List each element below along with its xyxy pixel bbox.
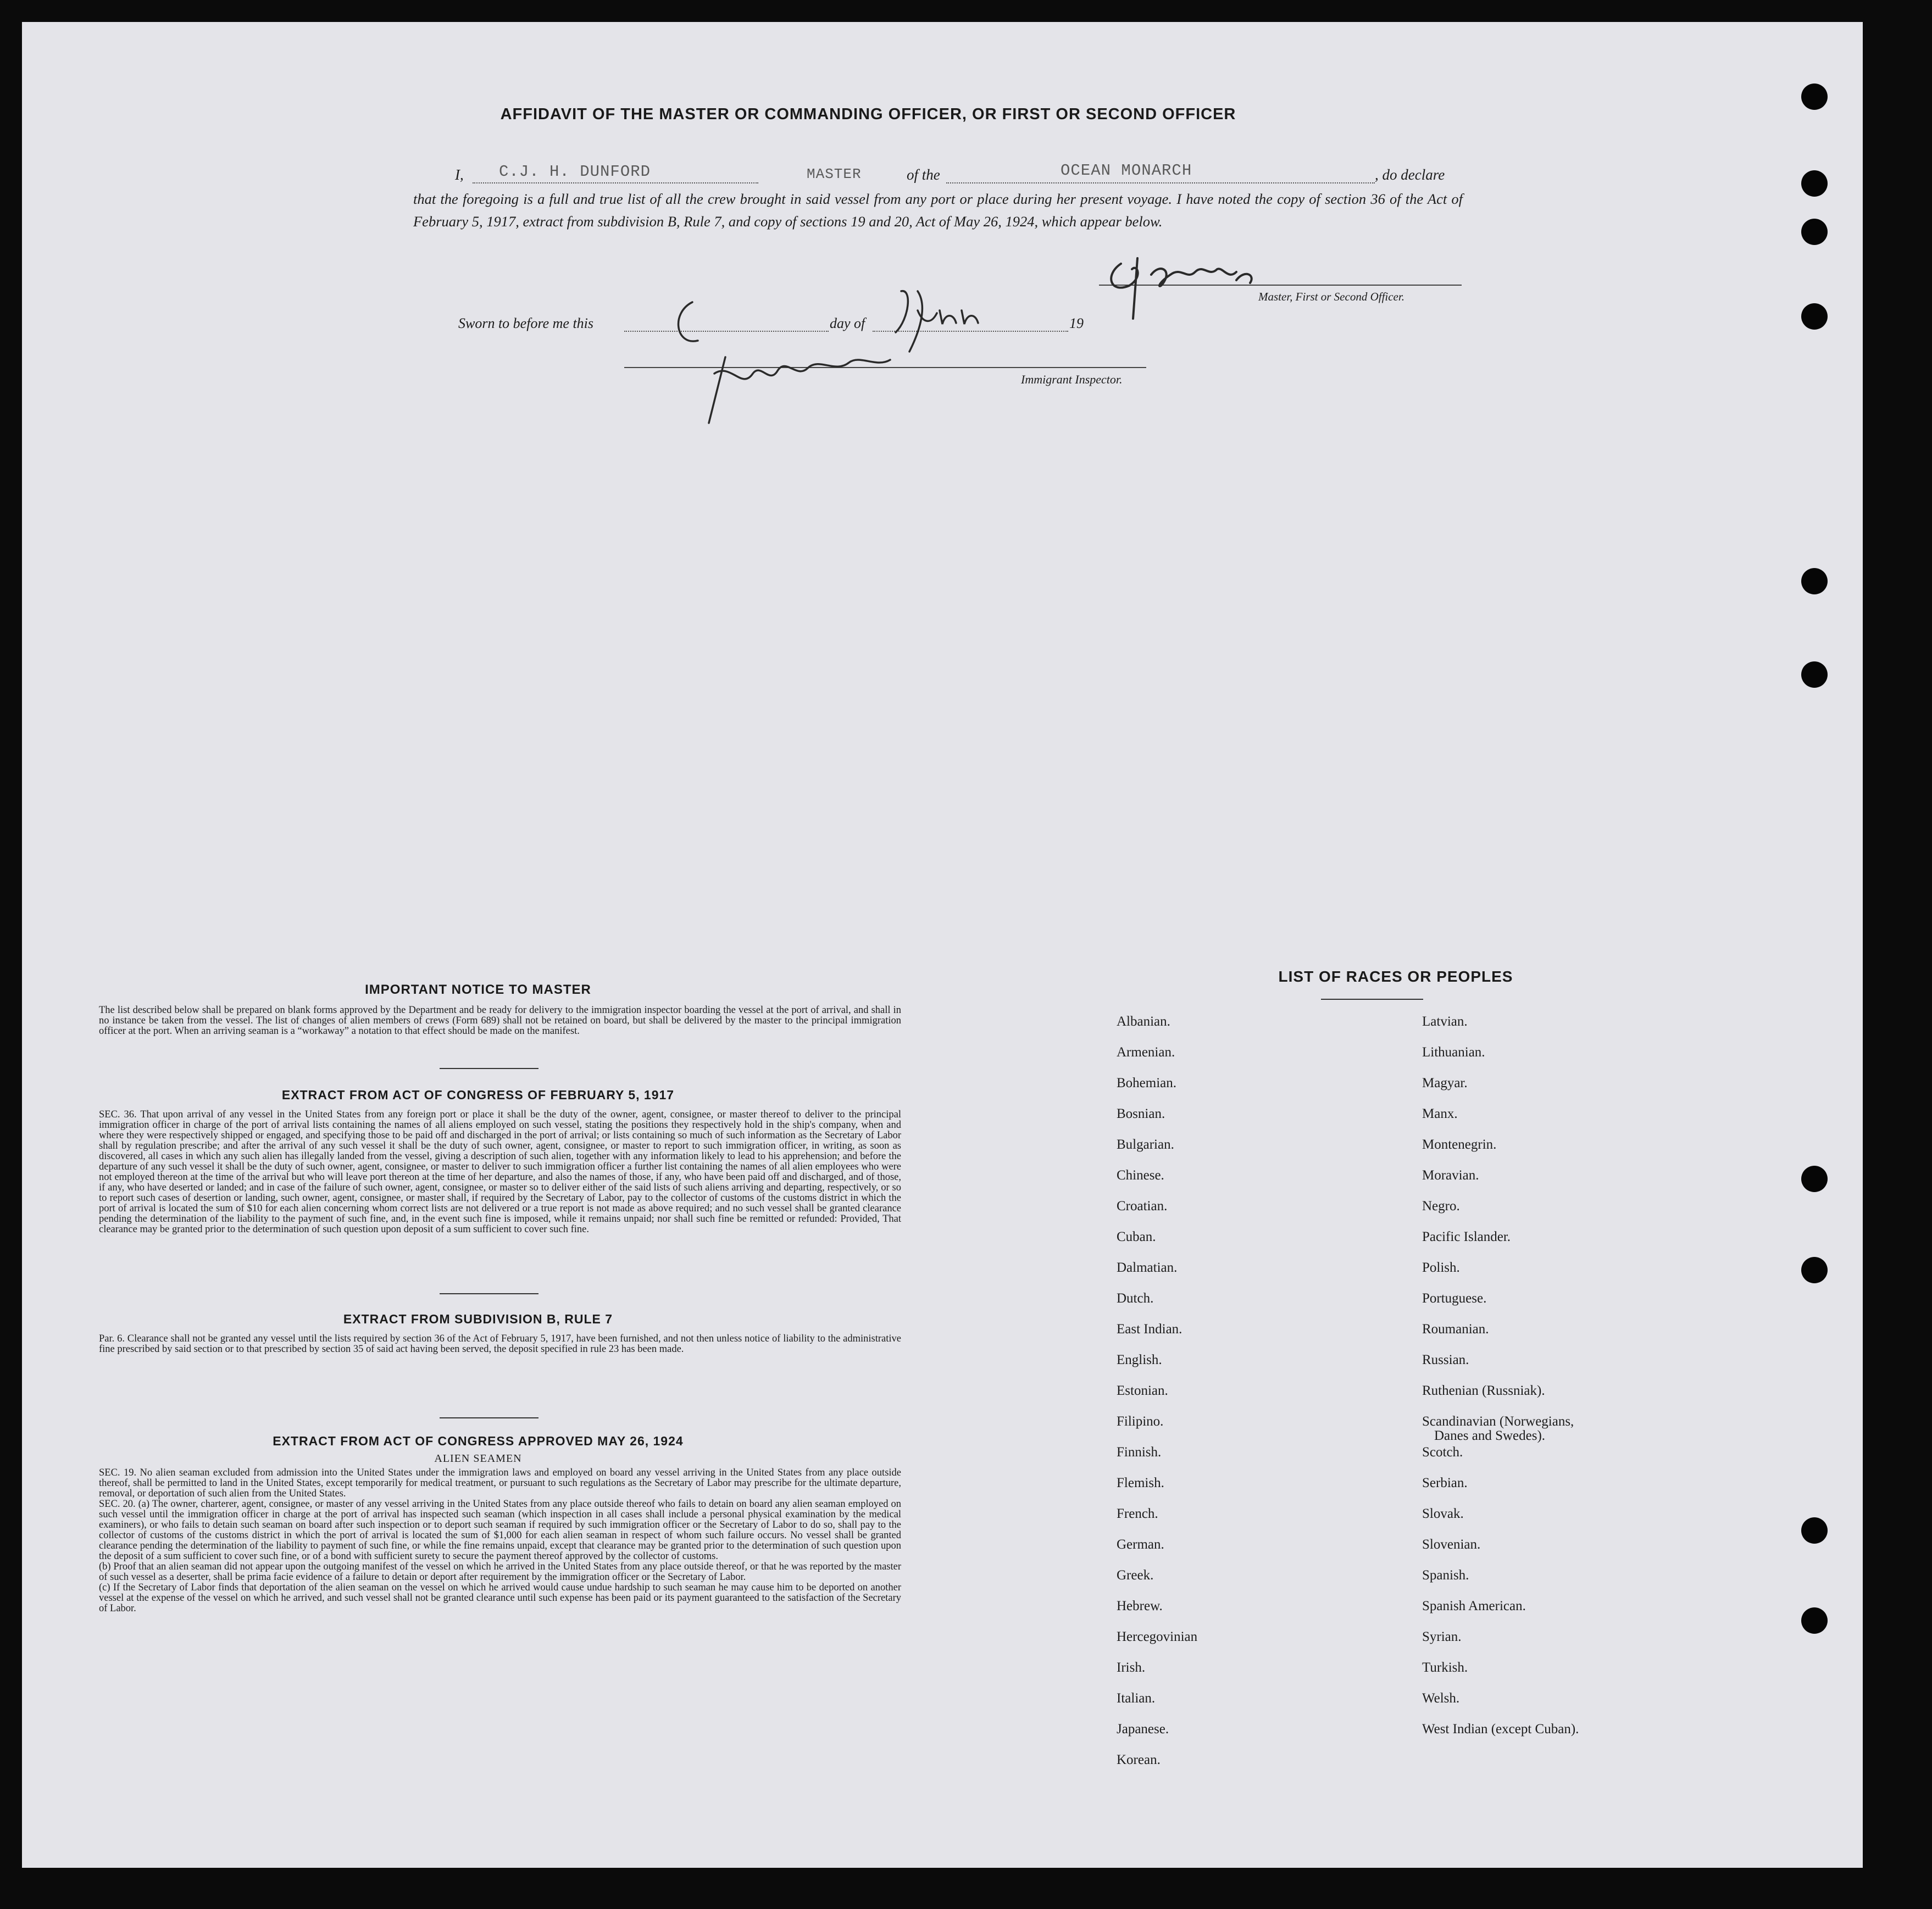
extract-1917-title: EXTRACT FROM ACT OF CONGRESS OF FEBRUARY 5, 1917	[281, 1088, 675, 1102]
race-item: Estonian.	[1117, 1383, 1168, 1398]
year-prefix: 19	[1069, 315, 1084, 331]
notice-text: The list described below shall be prepared on blank forms approved by the Department and be ready for delivery to the immigration inspector boarding the vessel at the port of arrival, and shall in no instance be taken from the vessel. The list of changes of alien members of crews (Form 689) shall not be retained on board, but shall be delivered by the master to the principal immigration officer at the port. When an arriving seaman is a “workaway” a notation to that effect should be made on the manifest.	[99, 1005, 901, 1037]
notice-title: IMPORTANT NOTICE TO MASTER	[365, 982, 591, 997]
punch-hole	[1801, 219, 1828, 245]
vessel-name: OCEAN MONARCH	[1061, 162, 1192, 180]
extract-rule7-title: EXTRACT FROM SUBDIVISION B, RULE 7	[343, 1312, 613, 1326]
race-item: Korean.	[1117, 1752, 1161, 1767]
punch-hole	[1801, 170, 1828, 197]
affidavit-title: AFFIDAVIT OF THE MASTER OR COMMANDING OFFICER, OR FIRST OR SECOND OFFICER	[500, 105, 1236, 123]
master-signature	[1099, 242, 1275, 330]
race-item: Scandinavian (Norwegians,	[1422, 1414, 1574, 1429]
extract-1924-sec20b: (b) Proof that an alien seaman did not appear upon the outgoing manifest of the vessel on which he arrived in the United States from any place outside thereof, or that he was reported by the master of such vessel as a deserter, shall be prima facie evidence of a failure to detain or deport after requirement by the immigration officer or the Secretary of Labor.	[99, 1561, 901, 1583]
punch-hole	[1801, 303, 1828, 330]
race-item: Russian.	[1422, 1353, 1469, 1367]
race-item: Slovak.	[1422, 1506, 1464, 1521]
race-item: Magyar.	[1422, 1076, 1468, 1090]
race-item: Japanese.	[1117, 1722, 1169, 1737]
race-item: Albanian.	[1117, 1014, 1170, 1029]
do-declare-label: , do declare	[1375, 166, 1445, 183]
punch-hole	[1801, 1257, 1828, 1283]
affidavit-body: that the foregoing is a full and true list of all the crew brought in said vessel from any port or place during her present voyage. I have noted the copy of section 36 of the Act of February 5, 1917, extract from subdivision B, Rule 7, and copy of sections 19 and 20, Act of May 26, 1924, which appear below.	[413, 191, 1463, 230]
race-item: Dutch.	[1117, 1291, 1154, 1306]
master-rank: MASTER	[807, 166, 862, 182]
sworn-label: Sworn to before me this	[458, 315, 594, 331]
race-item: Welsh.	[1422, 1691, 1460, 1706]
race-item: Pacific Islander.	[1422, 1229, 1511, 1244]
race-item: French.	[1117, 1506, 1158, 1521]
race-item: Ruthenian (Russniak).	[1422, 1383, 1545, 1398]
handwritten-month	[879, 280, 1000, 346]
race-item: Flemish.	[1117, 1476, 1164, 1490]
race-item: English.	[1117, 1353, 1162, 1367]
master-name: C.J. H. DUNFORD	[499, 163, 651, 181]
race-item: Bohemian.	[1117, 1076, 1177, 1090]
race-item: Portuguese.	[1422, 1291, 1487, 1306]
race-item: West Indian (except Cuban).	[1422, 1722, 1579, 1737]
race-item: Negro.	[1422, 1199, 1460, 1214]
extract-rule7-divider	[440, 1417, 538, 1418]
intro-i: I,	[455, 166, 464, 183]
race-item: Italian.	[1117, 1691, 1156, 1706]
race-item: Dalmatian.	[1117, 1260, 1178, 1275]
race-item: Bulgarian.	[1117, 1137, 1174, 1152]
race-item: Scotch.	[1422, 1445, 1463, 1460]
race-item: Manx.	[1422, 1106, 1458, 1121]
race-item: Armenian.	[1117, 1045, 1175, 1060]
race-item: Hebrew.	[1117, 1599, 1163, 1613]
race-item: Finnish.	[1117, 1445, 1162, 1460]
race-item: East Indian.	[1117, 1322, 1182, 1337]
race-item: Cuban.	[1117, 1229, 1156, 1244]
race-item: Spanish.	[1422, 1568, 1469, 1583]
punch-hole	[1801, 84, 1828, 110]
extract-1924-sec20c: (c) If the Secretary of Labor finds that deportation of the alien seaman on the vessel on which he arrived would cause undue hardship to such seaman he may cause him to be deported on another vessel at the expense of the vessel on which he arrived, and such vessel shall not be granted clearance until such expense has been paid or its payment guaranteed to the satisfaction of the Secretary of Labor.	[99, 1582, 901, 1614]
race-item: Roumanian.	[1422, 1322, 1489, 1337]
race-item: Irish.	[1117, 1660, 1146, 1675]
officer-caption: Master, First or Second Officer.	[1258, 290, 1404, 303]
race-item: Turkish.	[1422, 1660, 1468, 1675]
punch-hole	[1801, 1166, 1828, 1192]
extract-1924-subtitle: ALIEN SEAMEN	[434, 1452, 522, 1465]
punch-hole	[1801, 661, 1828, 688]
extract-1917-divider	[440, 1293, 538, 1294]
inspector-caption: Immigrant Inspector.	[1021, 372, 1123, 386]
race-item: Moravian.	[1422, 1168, 1479, 1183]
race-item: Chinese.	[1117, 1168, 1164, 1183]
race-item: German.	[1117, 1537, 1164, 1552]
race-item: Filipino.	[1117, 1414, 1164, 1429]
extract-1917-text: SEC. 36. That upon arrival of any vessel in the United States from any foreign port or place it shall be the duty of the owner, agent, consignee, or master thereof to deliver to the principal immigration officer in charge of the port of arrival lists containing the names of all aliens employed on such vessel, stating the positions they respectively hold in the ship's company, when and where they were respectively shipped or engaged, and specifying those to be paid off and discharged in the port of arrival; or lists containing so much of such information as the Secretary of Labor shall by regulation prescribe; and after the arrival of any such vessel it shall be the duty of such owner, agent, consignee, or master to report to such immigration officer, in writing, as soon as discovered, all cases in which any such alien has illegally landed from the vessel, giving a description of such alien, together with any information likely to lead to his apprehension; and before the departure of any such vessel it shall be the duty of such owner, agent, consignee, or master to deliver to such immigration officer a further list containing the names of all alien employees who were not employed thereon at the time of the arrival but who will leave port thereon at the time of her departure, and also the names of those, if any, who have been paid off and discharged, and of those, if any, who have deserted or landed; and in case of the failure of such owner, agent, consignee, or master so to deliver either of the said lists of such aliens arriving and departing, respectively, or so to report such cases of desertion or landing, such owner, agent, consignee, or master shall, if required by the Secretary of Labor, pay to the collector of customs of the customs district in which the port of arrival is located the sum of $10 for each alien concerning whom correct lists are not delivered or a true report is not made as above required; and no such vessel shall be granted clearance pending the determination of the liability to the payment of such fine, and, in the event such fine is imposed, while it remains unpaid; nor shall such fine be remitted or refunded: Provided, That clearance may be granted prior to the determination of such question upon deposit of a sum sufficient to cover such fine.	[99, 1109, 901, 1235]
race-item: Hercegovinian	[1117, 1629, 1198, 1644]
notice-divider	[440, 1068, 538, 1069]
punch-hole	[1801, 1517, 1828, 1544]
day-of-label: day of	[830, 315, 865, 331]
extract-1924-sec19: SEC. 19. No alien seaman excluded from admission into the United States under the immigration laws and employed on board any vessel arriving in the United States from any place outside thereof, shall be permitted to land in the United States, except temporarily for medical treatment, or pursuant to such regulations as the Secretary of Labor may prescribe for the ultimate departure, removal, or deportation of such alien from the United States.	[99, 1467, 901, 1499]
race-item: Serbian.	[1422, 1476, 1468, 1490]
race-item: Greek.	[1117, 1568, 1154, 1583]
race-item: Slovenian.	[1422, 1537, 1481, 1552]
race-item: Spanish American.	[1422, 1599, 1526, 1613]
races-divider	[1321, 999, 1423, 1000]
race-item: Montenegrin.	[1422, 1137, 1497, 1152]
of-the-label: of the	[907, 166, 940, 183]
race-item: Syrian.	[1422, 1629, 1462, 1644]
extract-1924-text	[99, 1468, 901, 1614]
form-sheet	[22, 22, 1863, 1868]
race-item: Croatian.	[1117, 1199, 1168, 1214]
extract-1924-sec20a: SEC. 20. (a) The owner, charterer, agent, consignee, or master of any vessel arriving in the United States from any place outside thereof who fails to detain on board any alien seaman employed on such vessel until the immigration officer in charge at the port of arrival has inspected such seaman (which inspection in all cases shall include a personal physical examination by the medical examiners), or who fails to detain such seaman on board after such inspection or to deport such seaman if required by such immigration officer or the Secretary of Labor to do so, shall pay to the collector of customs of the customs district in which the port of arrival is located the sum of $1,000 for each alien seaman in respect of whom such failure occurs. No vessel shall be granted clearance pending the determination of the liability to payment of such fine, or while the fine remains unpaid, except that clearance may be granted prior to the determination of such question upon the deposit of a sum sufficient to cover such fine, or of a bond with sufficient surety to secure the payment thereof approved by the collector of customs.	[99, 1499, 901, 1562]
punch-hole	[1801, 1607, 1828, 1634]
race-item: Bosnian.	[1117, 1106, 1165, 1121]
race-item: Polish.	[1422, 1260, 1460, 1275]
extract-rule7-text: Par. 6. Clearance shall not be granted any vessel until the lists required by section 36 of the Act of February 5, 1917, have been furnished, and not then unless notice of liability to the administrative fine prescribed by said section or to that prescribed by section 35 of said act having been served, the deposit specified in rule 23 has been made.	[99, 1333, 901, 1355]
punch-hole	[1801, 568, 1828, 594]
race-item: Latvian.	[1422, 1014, 1468, 1029]
races-title: LIST OF RACES OR PEOPLES	[1278, 968, 1513, 985]
race-item: Lithuanian.	[1422, 1045, 1485, 1060]
extract-1924-title: EXTRACT FROM ACT OF CONGRESS APPROVED MAY 26, 1924	[273, 1434, 684, 1448]
race-item: Danes and Swedes).	[1434, 1428, 1546, 1443]
